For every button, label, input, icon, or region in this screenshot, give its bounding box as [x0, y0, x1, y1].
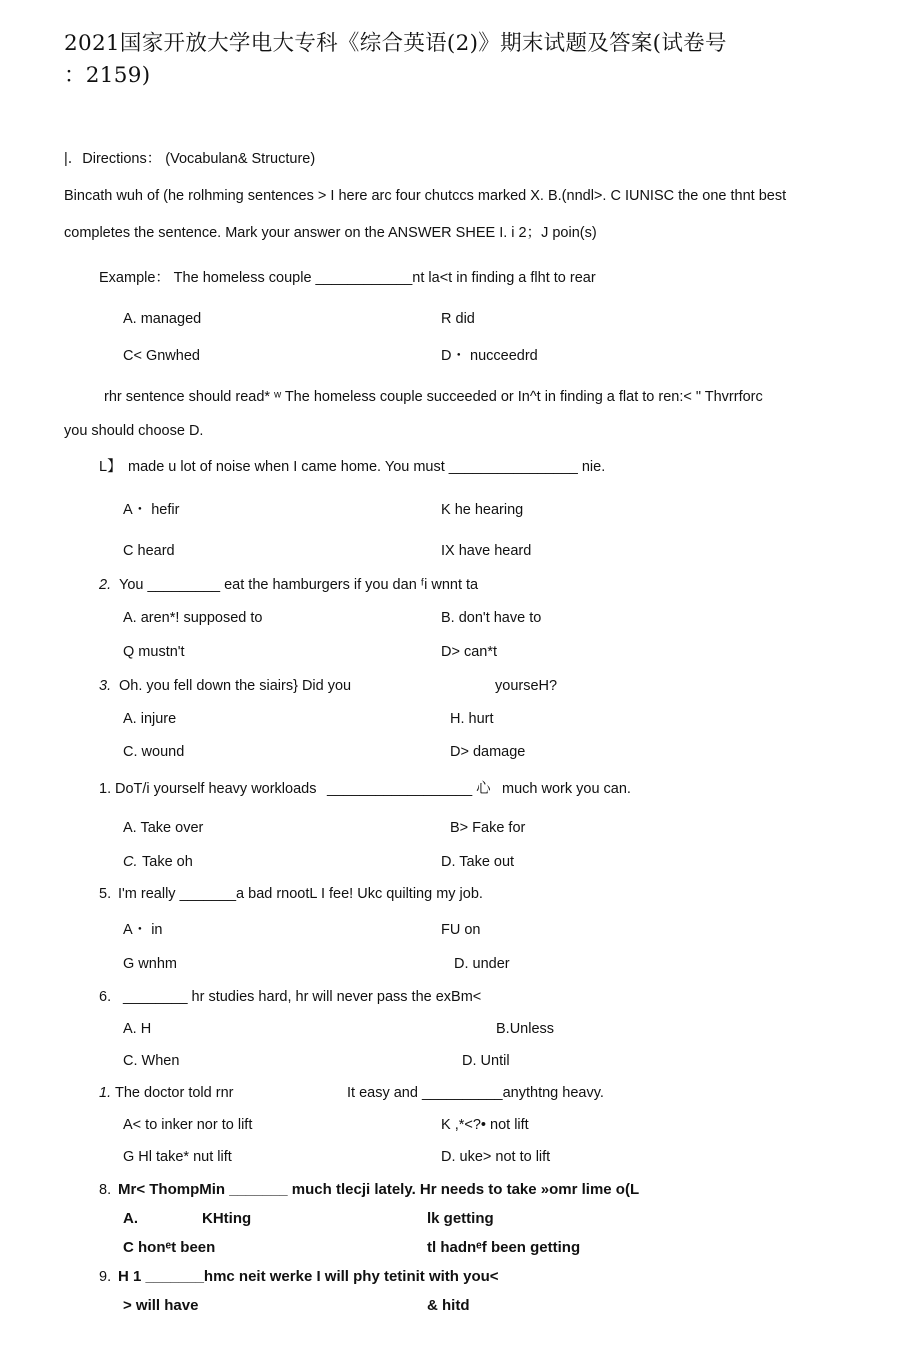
question-4-stem: DoT/i yourself heavy workloads: [115, 781, 317, 797]
question-4-option-a: A. Take over: [123, 820, 204, 836]
question-6-option-b: B.Unless: [496, 1021, 555, 1037]
question-7-option-c: G Hl take* nut lift: [123, 1149, 232, 1165]
question-2-number: 2.: [99, 577, 112, 593]
question-9-number: 9.: [99, 1269, 112, 1285]
question-4-option-d: D. Take out: [441, 854, 515, 870]
exam-title-line-1: 2021国家开放大学电大专科《综合英语(2)》期末试题及答案(试卷号: [64, 31, 727, 56]
question-3-stem-end: yourseH?: [495, 678, 558, 694]
question-1-stem: made u lot of noise when I came home. You must ________________ nie.: [128, 459, 606, 475]
question-8-number: 8.: [99, 1182, 112, 1198]
example-option-b: R did: [441, 311, 475, 327]
question-2-stem: You _________ eat the hamburgers if you dan ᶠi wnnt ta: [119, 577, 479, 593]
example-note-line-2: you should choose D.: [64, 423, 204, 439]
question-1-option-a: A・ hefir: [123, 502, 180, 518]
question-3-number: 3.: [99, 678, 112, 694]
example-option-d: D・ nucceedrd: [441, 348, 538, 364]
directions-text-line-1: Bincath wuh of (he rolhming sentences > I here arc four chutccs marked X. B.(nndl>. C IUNISC the one thnt best: [64, 188, 787, 204]
exam-title: [64, 28, 804, 92]
question-1-option-b: K he hearing: [441, 502, 524, 518]
question-4-option-c-letter: C.: [123, 854, 138, 870]
question-4-stem-blank: __________________ 心: [327, 781, 491, 797]
question-2-option-a: A. aren*! supposed to: [123, 610, 263, 626]
question-8-option-d: tl hadnᵉf been getting: [427, 1239, 581, 1256]
question-2-option-c: Q mustn't: [123, 644, 185, 660]
question-6-option-d: D. Until: [462, 1053, 510, 1069]
question-6-stem: ________ hr studies hard, hr will never pass the exBm<: [123, 989, 482, 1005]
question-9-option-b: & hitd: [427, 1297, 470, 1314]
example-option-a: A. managed: [123, 311, 202, 327]
question-1-option-c: C heard: [123, 543, 175, 559]
question-7-stem: The doctor told rnr: [115, 1085, 234, 1101]
question-3-option-c: C. wound: [123, 744, 185, 760]
question-3-option-b: H. hurt: [450, 711, 494, 727]
question-5-option-c: G wnhm: [123, 956, 177, 972]
question-5-option-a: A・ in: [123, 922, 163, 938]
question-1-number: L】: [99, 459, 122, 475]
question-6-option-c: C. When: [123, 1053, 180, 1069]
question-7-option-b: K ,*<?• not lift: [441, 1117, 529, 1133]
example-stem: Example： The homeless couple ____________nt la<t in finding a flht to rear: [99, 270, 596, 286]
question-7-option-a: A< to inker nor to lift: [123, 1117, 253, 1133]
directions-heading: |．Directions： (Vocabulan& Structure): [64, 151, 316, 167]
question-5-option-d: D. under: [454, 956, 510, 972]
question-5-option-b: FU on: [441, 922, 481, 938]
question-5-stem: I'm really _______a bad rnootL I fee! Ukc quilting my job.: [118, 886, 483, 902]
question-4-number: 1.: [99, 781, 112, 797]
example-note-line-1: rhr sentence should read* ʷ The homeless couple succeeded or In^t in finding a flat to ren:< " Thvrrforc: [104, 389, 763, 405]
question-3-option-d: D> damage: [450, 744, 526, 760]
question-1-option-d: IX have heard: [441, 543, 532, 559]
question-4-stem-end: much work you can.: [502, 781, 631, 797]
exam-title-line-2: ：2159): [64, 63, 151, 88]
question-6-number: 6.: [99, 989, 112, 1005]
question-4-option-b: B> Fake for: [450, 820, 526, 836]
question-4-option-c: Take oh: [142, 854, 193, 870]
question-8-option-c: C honᵉt been: [123, 1239, 216, 1256]
question-2-option-d: D> can*t: [441, 644, 498, 660]
question-6-option-a: A. H: [123, 1021, 152, 1037]
question-8-stem: Mr< ThompMin _______ much tlecji lately. Hr needs to take »omr lime o(L: [118, 1181, 640, 1198]
question-7-option-d: D. uke> not to lift: [441, 1149, 551, 1165]
question-3-option-a: A. injure: [123, 711, 177, 727]
question-3-stem: Oh. you fell down the siairs} Did you: [119, 678, 352, 694]
example-option-c: C< Gnwhed: [123, 348, 200, 364]
question-5-number: 5.: [99, 886, 112, 902]
question-7-stem-continued: It easy and __________anythtng heavy.: [347, 1085, 604, 1101]
question-9-option-a: > will have: [123, 1297, 199, 1314]
question-7-number: 1.: [99, 1085, 112, 1101]
directions-text-line-2: completes the sentence. Mark your answer on the ANSWER SHEE I. i 2；J poin(s): [64, 225, 597, 241]
question-8-option-b: lk getting: [427, 1210, 494, 1227]
question-2-option-b: B. don't have to: [441, 610, 542, 626]
question-8-option-a-letter: A.: [123, 1210, 138, 1227]
question-9-stem: H 1 _______hmc neit werke I will phy tetinit with you<: [118, 1268, 499, 1285]
question-8-option-a: KHting: [202, 1210, 252, 1227]
